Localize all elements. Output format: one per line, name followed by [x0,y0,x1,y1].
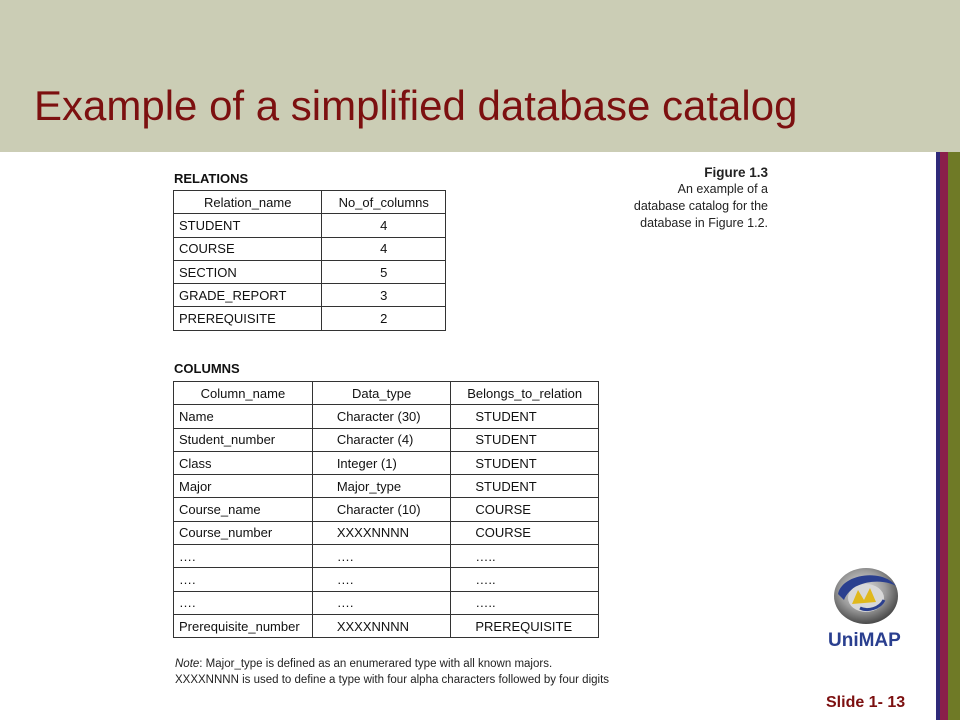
slide-title: Example of a simplified database catalog [34,82,798,129]
table-cell: ….. [451,545,599,568]
table-row [174,451,599,474]
table-cell: Character (30) [312,405,451,428]
table-row [174,568,599,591]
table-row [174,591,599,614]
table-cell: XXXXNNNN [312,614,451,637]
table-row [174,521,599,544]
table-cell: Character (10) [312,498,451,521]
table-cell: COURSE [174,237,322,260]
table-cell: STUDENT [174,214,322,237]
table-cell: Prerequisite_number [174,614,313,637]
columns-heading: COLUMNS [174,361,240,376]
table-row [174,428,599,451]
unimap-logo [822,560,910,656]
decorative-stripe-maroon [940,152,948,720]
table-cell: …. [174,545,313,568]
table-cell: …. [312,545,451,568]
table-cell: ….. [451,568,599,591]
table-cell: 2 [322,307,446,330]
note-label: Note [175,658,200,670]
unimap-logo-icon [822,560,910,656]
table-header-cell: No_of_columns [322,191,446,214]
note-text: : Major_type is defined as an enumerared type with all known majors. XXXXNNNN is used to define a type with four alpha characters followed by four digits [175,658,610,686]
table-row [174,405,599,428]
logo-text: UniMAP [828,630,901,651]
relations-table [173,190,446,331]
table-note [175,656,615,688]
table-cell: Class [174,451,313,474]
table-cell: …. [174,568,313,591]
table-cell: COURSE [451,521,599,544]
table-cell: 4 [322,237,446,260]
decorative-stripe-olive [948,152,960,720]
table-row [174,614,599,637]
table-cell: Major [174,475,313,498]
table-cell: …. [312,591,451,614]
table-cell: PREREQUISITE [174,307,322,330]
table-row [174,284,446,307]
table-row [174,545,599,568]
table-row [174,498,599,521]
table-cell: 4 [322,214,446,237]
table-header-row [174,382,599,405]
table-header-cell: Relation_name [174,191,322,214]
table-cell: STUDENT [451,475,599,498]
table-row [174,237,446,260]
table-cell: Character (4) [312,428,451,451]
figure-caption-line: database catalog for the [633,199,768,213]
relations-heading: RELATIONS [174,171,249,186]
table-cell: Major_type [312,475,451,498]
table-cell: SECTION [174,260,322,283]
table-row [174,475,599,498]
table-cell: 3 [322,284,446,307]
table-cell: Integer (1) [312,451,451,474]
table-cell: …. [312,568,451,591]
table-header-cell: Column_name [174,382,313,405]
table-cell: PREREQUISITE [451,614,599,637]
table-cell: GRADE_REPORT [174,284,322,307]
table-row [174,260,446,283]
table-cell: Course_number [174,521,313,544]
table-cell: COURSE [451,498,599,521]
table-row [174,307,446,330]
figure-caption-line: database in Figure 1.2. [640,216,768,230]
figure-label: Figure 1.3 [704,165,768,180]
table-cell: Course_name [174,498,313,521]
table-cell: Student_number [174,428,313,451]
columns-table [173,381,599,638]
table-header-row [174,191,446,214]
table-cell: 5 [322,260,446,283]
table-cell: …. [174,591,313,614]
table-header-cell: Belongs_to_relation [451,382,599,405]
figure-caption [600,164,768,232]
figure-caption-line: An example of a [677,182,768,196]
table-cell: ….. [451,591,599,614]
table-cell: XXXXNNNN [312,521,451,544]
table-cell: Name [174,405,313,428]
table-header-cell: Data_type [312,382,451,405]
table-cell: STUDENT [451,428,599,451]
table-row [174,214,446,237]
table-cell: STUDENT [451,405,599,428]
slide-number: Slide 1- 13 [826,694,906,711]
table-cell: STUDENT [451,451,599,474]
